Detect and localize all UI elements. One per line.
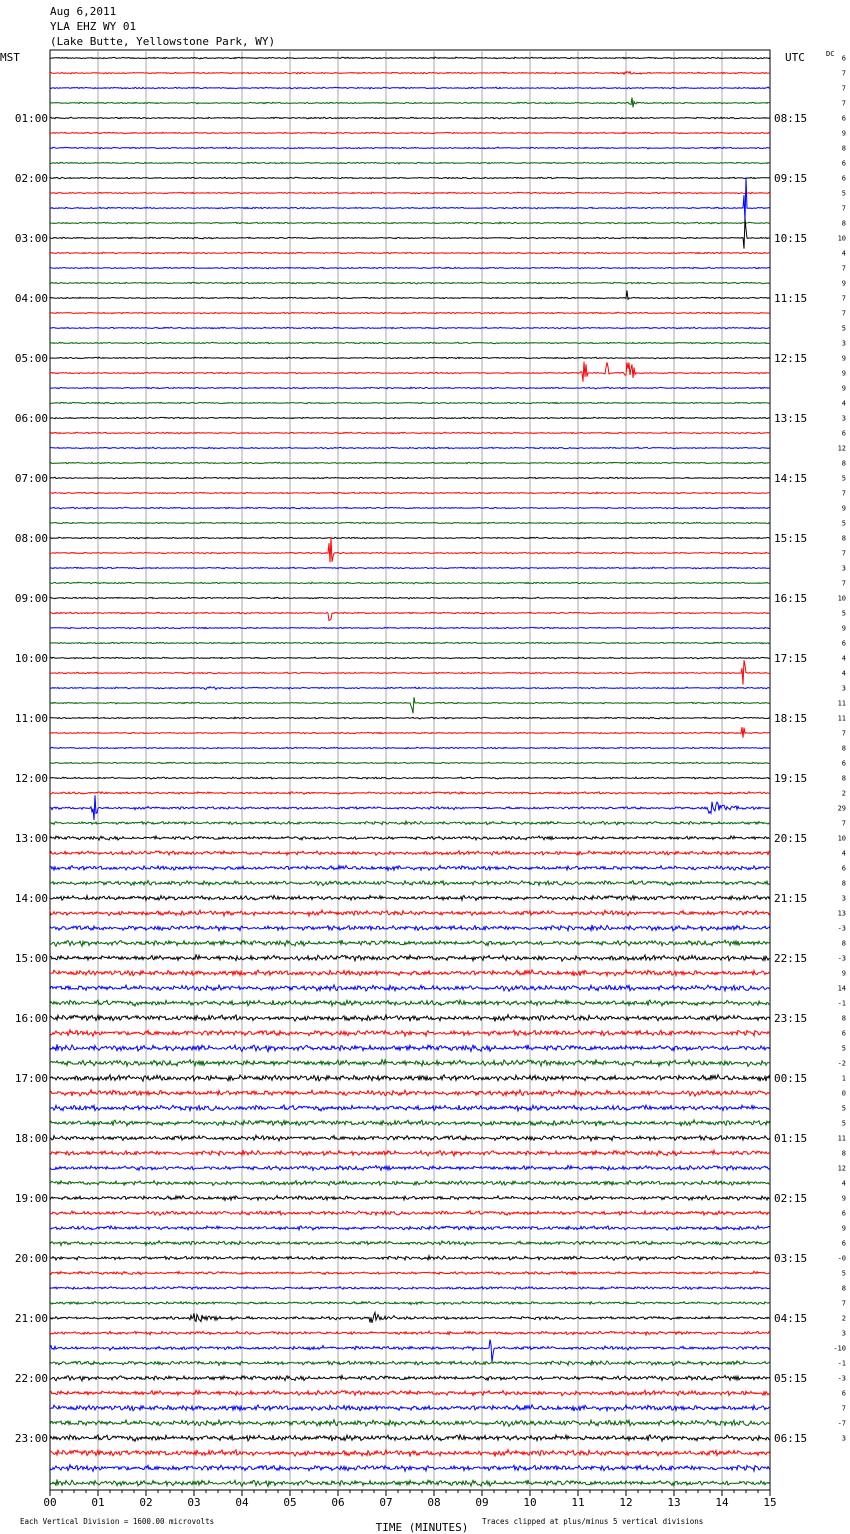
seismic-trace <box>50 1360 770 1365</box>
seismic-trace <box>50 642 770 644</box>
dc-offset-label: 9 <box>841 129 846 138</box>
left-hour-label: 13:00 <box>14 832 48 845</box>
seismic-trace <box>50 1313 770 1323</box>
seismic-trace <box>50 1090 770 1096</box>
seismic-trace <box>50 1105 770 1111</box>
dc-offset-label: 7 <box>841 309 846 318</box>
seismic-trace <box>50 1241 770 1246</box>
trace-group <box>50 57 770 1486</box>
seismic-trace <box>50 1340 770 1363</box>
seismic-trace <box>50 866 770 871</box>
x-tick-label: 15 <box>763 1496 777 1509</box>
dc-offset-label: 13 <box>837 909 846 918</box>
seismic-trace <box>50 795 770 820</box>
right-hour-label: 20:15 <box>774 832 808 845</box>
x-tick-label: 05 <box>283 1496 297 1509</box>
right-hour-label: 11:15 <box>774 292 808 305</box>
seismic-trace <box>50 1480 770 1487</box>
left-hour-label: 21:00 <box>14 1312 48 1325</box>
right-hour-label: 15:15 <box>774 532 808 545</box>
seismic-trace <box>50 896 770 901</box>
right-hour-label: 01:15 <box>774 1132 808 1145</box>
x-tick-label: 03 <box>187 1496 201 1509</box>
seismic-trace <box>50 1030 770 1036</box>
dc-offset-label: -10 <box>833 1344 846 1353</box>
dc-offset-label: 8 <box>841 774 846 783</box>
dc-offset-label: 7 <box>841 264 846 273</box>
seismic-trace <box>50 687 770 690</box>
seismic-trace <box>50 1120 770 1126</box>
dc-offset-label: 3 <box>841 564 846 573</box>
seismic-trace <box>50 117 770 119</box>
seismic-trace <box>50 970 770 976</box>
dc-offset-label: 5 <box>841 324 846 333</box>
seismic-trace <box>50 1331 770 1335</box>
x-tick-label: 08 <box>427 1496 441 1509</box>
seismic-trace <box>50 1075 770 1082</box>
dc-offset-label: 8 <box>841 219 846 228</box>
left-hour-label: 03:00 <box>14 232 48 245</box>
seismic-trace <box>50 252 770 254</box>
footer-scale-note: Each Vertical Division = 1600.00 microvolts <box>20 1517 215 1526</box>
dc-offset-label: 9 <box>841 504 846 513</box>
dc-label: DC <box>826 50 835 58</box>
right-hour-label: 08:15 <box>774 112 808 125</box>
left-hour-label: 08:00 <box>14 532 48 545</box>
chart-title-date: Aug 6,2011 <box>50 5 117 18</box>
chart-title-location: (Lake Butte, Yellowstone Park, WY) <box>50 35 276 48</box>
left-hour-label: 16:00 <box>14 1012 48 1025</box>
dc-offset-label: 5 <box>841 1119 846 1128</box>
dc-offset-label: 10 <box>837 594 846 603</box>
dc-offset-label: 1 <box>841 1074 846 1083</box>
dc-offset-label: 6 <box>841 174 846 183</box>
right-hour-label: 04:15 <box>774 1312 808 1325</box>
left-hour-label: 01:00 <box>14 112 48 125</box>
left-hour-label: 20:00 <box>14 1252 48 1265</box>
x-tick-label: 04 <box>235 1496 249 1509</box>
dc-offset-label: 10 <box>837 234 846 243</box>
seismic-trace <box>50 1287 770 1290</box>
seismic-trace <box>50 1376 770 1381</box>
seismic-trace <box>50 910 770 916</box>
seismic-trace <box>50 1405 770 1411</box>
dc-offset-label: 5 <box>841 189 846 198</box>
dc-offset-label: 9 <box>841 369 846 378</box>
dc-offset-label: 4 <box>841 249 846 258</box>
left-hour-label: 17:00 <box>14 1072 48 1085</box>
seismic-trace <box>50 851 770 856</box>
dc-offset-label: 8 <box>841 939 846 948</box>
seismic-trace <box>50 1196 770 1201</box>
x-tick-label: 13 <box>667 1496 681 1509</box>
right-hour-label: 09:15 <box>774 172 808 185</box>
seismic-trace <box>50 567 770 569</box>
right-hour-label: 22:15 <box>774 952 808 965</box>
left-hour-label: 04:00 <box>14 292 48 305</box>
dc-offset-label: 8 <box>841 1149 846 1158</box>
dc-offset-label: -3 <box>837 924 846 933</box>
seismic-trace <box>50 697 770 713</box>
left-hour-label: 23:00 <box>14 1432 48 1445</box>
dc-offset-label: 12 <box>837 1164 846 1173</box>
dc-offset-label: -1 <box>837 999 846 1008</box>
seismic-trace <box>50 1420 770 1427</box>
seismic-trace <box>50 1165 770 1170</box>
dc-offset-label: 7 <box>841 549 846 558</box>
dc-offset-label: 6 <box>841 639 846 648</box>
seismic-trace <box>50 1271 770 1274</box>
seismic-trace <box>50 1060 770 1067</box>
dc-offset-label: 4 <box>841 1179 846 1188</box>
seismic-trace <box>50 98 770 108</box>
seismic-trace <box>50 1435 770 1441</box>
x-tick-label: 12 <box>619 1496 633 1509</box>
seismic-trace <box>50 747 770 749</box>
axis-label-group <box>15 55 846 1510</box>
dc-offset-label: 4 <box>841 849 846 858</box>
dc-offset-label: 7 <box>841 99 846 108</box>
seismic-trace <box>50 717 770 719</box>
dc-offset-label: 6 <box>841 1029 846 1038</box>
seismic-trace <box>50 727 770 738</box>
right-axis-label: UTC <box>785 51 805 64</box>
dc-offset-label: 10 <box>837 834 846 843</box>
right-hour-label: 10:15 <box>774 232 808 245</box>
seismic-trace <box>50 177 770 179</box>
dc-offset-label: 9 <box>841 354 846 363</box>
seismic-trace <box>50 477 770 479</box>
dc-offset-label: 4 <box>841 654 846 663</box>
dc-offset-label: 5 <box>841 609 846 618</box>
seismic-trace <box>50 522 770 524</box>
seismic-trace <box>50 492 770 494</box>
dc-offset-label: 8 <box>841 144 846 153</box>
dc-offset-label: 7 <box>841 489 846 498</box>
right-hour-label: 00:15 <box>774 1072 808 1085</box>
x-tick-label: 10 <box>523 1496 537 1509</box>
dc-offset-label: 2 <box>841 1314 846 1323</box>
left-hour-label: 06:00 <box>14 412 48 425</box>
dc-offset-label: 5 <box>841 1044 846 1053</box>
dc-offset-label: 29 <box>837 804 846 813</box>
dc-offset-label: 14 <box>837 984 846 993</box>
right-hour-label: 18:15 <box>774 712 808 725</box>
plot-grid <box>50 50 770 1496</box>
left-hour-label: 11:00 <box>14 712 48 725</box>
dc-offset-label: 3 <box>841 684 846 693</box>
left-axis-label: MST <box>0 51 20 64</box>
dc-offset-label: 11 <box>837 1134 846 1143</box>
dc-offset-label: 9 <box>841 1224 846 1233</box>
dc-offset-label: 7 <box>841 729 846 738</box>
seismic-trace <box>50 597 770 599</box>
x-tick-label: 00 <box>43 1496 57 1509</box>
seismic-trace <box>50 1226 770 1230</box>
dc-offset-label: 2 <box>841 789 846 798</box>
seismic-trace <box>50 507 770 509</box>
seismic-trace <box>50 1181 770 1186</box>
dc-offset-label: 6 <box>841 1209 846 1218</box>
dc-offset-label: 4 <box>841 669 846 678</box>
seismic-trace <box>50 267 770 269</box>
dc-offset-label: 9 <box>841 1194 846 1203</box>
dc-offset-label: 6 <box>841 1239 846 1248</box>
x-tick-label: 11 <box>571 1496 585 1509</box>
dc-offset-label: 9 <box>841 279 846 288</box>
left-hour-label: 10:00 <box>14 652 48 665</box>
right-hour-label: 02:15 <box>774 1192 808 1205</box>
seismic-trace <box>50 132 770 134</box>
seismic-trace <box>50 291 770 300</box>
dc-offset-label: 6 <box>841 759 846 768</box>
dc-offset-label: 3 <box>841 414 846 423</box>
dc-offset-label: -1 <box>837 1359 846 1368</box>
dc-offset-label: 6 <box>841 864 846 873</box>
dc-offset-label: 7 <box>841 69 846 78</box>
seismic-trace <box>50 357 770 359</box>
dc-offset-label: 5 <box>841 1269 846 1278</box>
left-hour-label: 05:00 <box>14 352 48 365</box>
left-hour-label: 14:00 <box>14 892 48 905</box>
x-tick-label: 01 <box>91 1496 105 1509</box>
seismic-trace <box>50 985 770 991</box>
seismic-trace <box>50 312 770 314</box>
seismic-trace <box>50 1000 770 1006</box>
dc-offset-label: -3 <box>837 954 846 963</box>
dc-offset-label: -7 <box>837 1419 846 1428</box>
seismic-trace <box>50 222 770 224</box>
dc-offset-label: 7 <box>841 579 846 588</box>
dc-offset-label: 6 <box>841 54 846 63</box>
seismic-trace <box>50 57 770 59</box>
seismic-trace <box>50 792 770 795</box>
right-hour-label: 03:15 <box>774 1252 808 1265</box>
dc-offset-label: 8 <box>841 1284 846 1293</box>
dc-offset-label: 7 <box>841 819 846 828</box>
dc-offset-label: 12 <box>837 444 846 453</box>
seismic-trace <box>50 1015 770 1022</box>
seismic-trace <box>50 537 770 539</box>
dc-offset-label: 6 <box>841 159 846 168</box>
right-hour-label: 23:15 <box>774 1012 808 1025</box>
seismic-trace <box>50 147 770 149</box>
seismic-trace <box>50 1044 770 1051</box>
dc-offset-label: 3 <box>841 894 846 903</box>
right-hour-label: 16:15 <box>774 592 808 605</box>
seismic-trace <box>50 192 770 194</box>
seismic-trace <box>50 362 770 382</box>
dc-offset-label: 8 <box>841 879 846 888</box>
seismic-trace <box>50 1135 770 1141</box>
seismic-trace <box>50 762 770 764</box>
right-hour-label: 21:15 <box>774 892 808 905</box>
dc-offset-label: 7 <box>841 1299 846 1308</box>
seismic-trace <box>50 821 770 825</box>
right-hour-label: 13:15 <box>774 412 808 425</box>
seismic-trace <box>50 72 770 75</box>
seismic-trace <box>50 1302 770 1305</box>
x-tick-label: 06 <box>331 1496 345 1509</box>
seismic-trace <box>50 417 770 419</box>
dc-offset-label: 8 <box>841 459 846 468</box>
footer-clip-note: Traces clipped at plus/minus 5 vertical divisions <box>482 1517 704 1526</box>
dc-offset-label: 8 <box>841 1014 846 1023</box>
seismic-trace <box>50 282 770 284</box>
seismic-trace <box>50 657 770 659</box>
seismic-trace <box>50 537 770 562</box>
seismic-trace <box>50 162 770 164</box>
x-tick-label: 07 <box>379 1496 393 1509</box>
dc-offset-label: 7 <box>841 204 846 213</box>
chart-title-station: YLA EHZ WY 01 <box>50 20 137 33</box>
left-hour-label: 02:00 <box>14 172 48 185</box>
dc-offset-label: -0 <box>837 1254 846 1263</box>
right-hour-label: 12:15 <box>774 352 808 365</box>
x-tick-label: 09 <box>475 1496 489 1509</box>
dc-offset-label: 3 <box>841 339 846 348</box>
seismic-trace <box>50 342 770 344</box>
seismic-trace <box>50 660 770 684</box>
dc-offset-label: 5 <box>841 1104 846 1113</box>
x-tick-label: 02 <box>139 1496 153 1509</box>
dc-offset-label: 3 <box>841 1329 846 1338</box>
seismic-trace <box>50 432 770 434</box>
seismic-trace <box>50 940 770 946</box>
seismic-trace <box>50 955 770 961</box>
dc-offset-label: 5 <box>841 519 846 528</box>
x-tick-label: 14 <box>715 1496 729 1509</box>
seismic-trace <box>50 777 770 779</box>
dc-offset-label: 9 <box>841 624 846 633</box>
seismic-trace <box>50 402 770 404</box>
left-hour-label: 19:00 <box>14 1192 48 1205</box>
dc-offset-label: 9 <box>841 969 846 978</box>
seismic-trace <box>50 462 770 464</box>
seismic-trace <box>50 582 770 584</box>
dc-offset-label: 7 <box>841 294 846 303</box>
right-hour-label: 14:15 <box>774 472 808 485</box>
dc-offset-label: 4 <box>841 399 846 408</box>
right-hour-label: 17:15 <box>774 652 808 665</box>
dc-offset-label: 7 <box>841 1404 846 1413</box>
x-axis-label: TIME (MINUTES) <box>375 1521 469 1534</box>
seismic-trace <box>50 612 770 620</box>
seismic-trace <box>50 1150 770 1156</box>
right-hour-label: 05:15 <box>774 1372 808 1385</box>
right-hour-label: 06:15 <box>774 1432 808 1445</box>
seismic-trace <box>50 1256 770 1261</box>
dc-offset-label: 6 <box>841 1389 846 1398</box>
left-hour-label: 12:00 <box>14 772 48 785</box>
dc-offset-label: 11 <box>837 699 846 708</box>
seismic-trace <box>50 327 770 329</box>
dc-offset-label: -3 <box>837 1374 846 1383</box>
seismic-trace <box>50 447 770 449</box>
dc-offset-label: 8 <box>841 744 846 753</box>
dc-offset-label: 8 <box>841 534 846 543</box>
dc-offset-label: 6 <box>841 114 846 123</box>
seismic-trace <box>50 836 770 840</box>
seismic-trace <box>50 881 770 886</box>
dc-offset-label: 11 <box>837 714 846 723</box>
left-hour-label: 15:00 <box>14 952 48 965</box>
seismic-trace <box>50 387 770 389</box>
dc-offset-label: 5 <box>841 474 846 483</box>
dc-offset-label: 0 <box>841 1089 846 1098</box>
seismic-trace <box>50 1211 770 1216</box>
left-hour-label: 18:00 <box>14 1132 48 1145</box>
dc-offset-label: 7 <box>841 84 846 93</box>
seismic-trace <box>50 177 770 221</box>
seismic-trace <box>50 627 770 629</box>
left-hour-label: 09:00 <box>14 592 48 605</box>
dc-offset-label: 3 <box>841 1434 846 1443</box>
seismic-trace <box>50 925 770 931</box>
right-hour-label: 19:15 <box>774 772 808 785</box>
left-hour-label: 07:00 <box>14 472 48 485</box>
dc-offset-label: 6 <box>841 429 846 438</box>
dc-offset-label: 9 <box>841 384 846 393</box>
left-hour-label: 22:00 <box>14 1372 48 1385</box>
dc-offset-label: -2 <box>837 1059 846 1068</box>
seismic-trace <box>50 1450 770 1457</box>
seismic-trace <box>50 1465 770 1471</box>
seismic-trace <box>50 87 770 89</box>
seismic-trace <box>50 1390 770 1396</box>
